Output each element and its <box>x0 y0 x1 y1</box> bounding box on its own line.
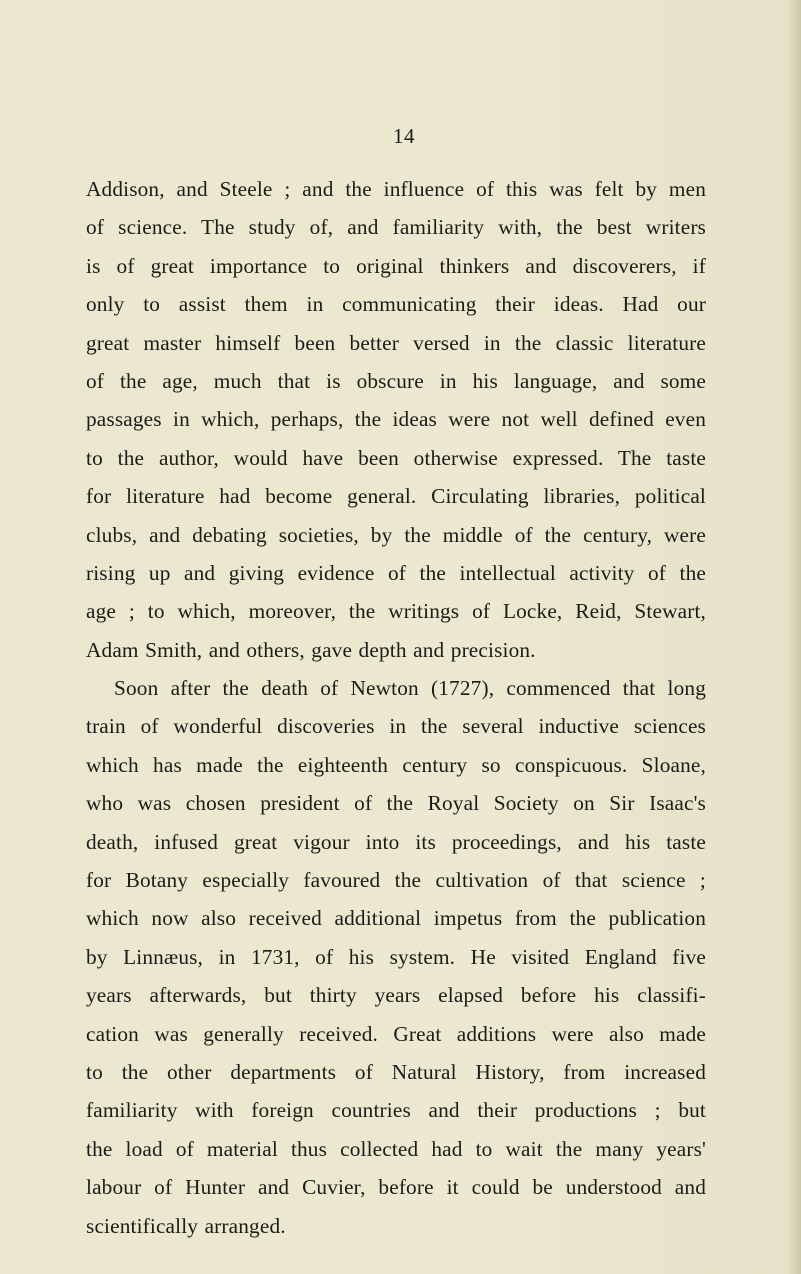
text-line: the load of material thus collected had to wait the many years' <box>86 1136 706 1161</box>
text-line: by Linnæus, in 1731, of his system. He visited England five <box>86 944 706 969</box>
text-line: death, infused great vigour into its proceedings, and his taste <box>86 829 706 854</box>
text-line: labour of Hunter and Cuvier, before it could be understood and <box>86 1175 706 1200</box>
body-text <box>86 170 706 1245</box>
text-line: of science. The study of, and familiarity with, the best writers <box>86 215 706 240</box>
text-line: rising up and giving evidence of the intellectual activity of the <box>86 560 706 585</box>
paragraph-start-line: Soon after the death of Newton (1727), commenced that long <box>114 676 706 701</box>
text-line: for literature had become general. Circulating libraries, political <box>86 484 706 509</box>
text-line: clubs, and debating societies, by the middle of the century, were <box>86 522 706 547</box>
text-line: familiarity with foreign countries and their productions ; but <box>86 1098 706 1123</box>
page-number: 14 <box>393 124 415 148</box>
text-line: of the age, much that is obscure in his language, and some <box>86 368 706 393</box>
text-line: which now also received additional impetus from the publication <box>86 906 706 931</box>
text-line: who was chosen president of the Royal Society on Sir Isaac's <box>86 791 706 816</box>
text-line: age ; to which, moreover, the writings of Locke, Reid, Stewart, <box>86 599 706 624</box>
paragraph-end-line: scientifically arranged. <box>86 1213 286 1238</box>
text-line: which has made the eighteenth century so conspicuous. Sloane, <box>86 752 706 777</box>
text-line: to the author, would have been otherwise expressed. The taste <box>86 445 706 470</box>
text-line: years afterwards, but thirty years elapsed before his classifi- <box>86 983 706 1008</box>
text-line: is of great importance to original thinkers and discoverers, if <box>86 253 706 278</box>
text-line: only to assist them in communicating their ideas. Had our <box>86 292 706 317</box>
paragraph-end-line: Adam Smith, and others, gave depth and precision. <box>86 637 536 662</box>
text-line: passages in which, perhaps, the ideas were not well defined even <box>86 407 706 432</box>
text-line: Addison, and Steele ; and the influence of this was felt by men <box>86 177 706 201</box>
text-line: great master himself been better versed in the classic literature <box>86 330 706 355</box>
text-line: for Botany especially favoured the cultivation of that science ; <box>86 868 706 893</box>
page-edge-shadow <box>787 0 801 1274</box>
text-line: train of wonderful discoveries in the several inductive sciences <box>86 714 706 739</box>
text-line: cation was generally received. Great additions were also made <box>86 1021 706 1046</box>
text-line: to the other departments of Natural History, from increased <box>86 1059 706 1084</box>
